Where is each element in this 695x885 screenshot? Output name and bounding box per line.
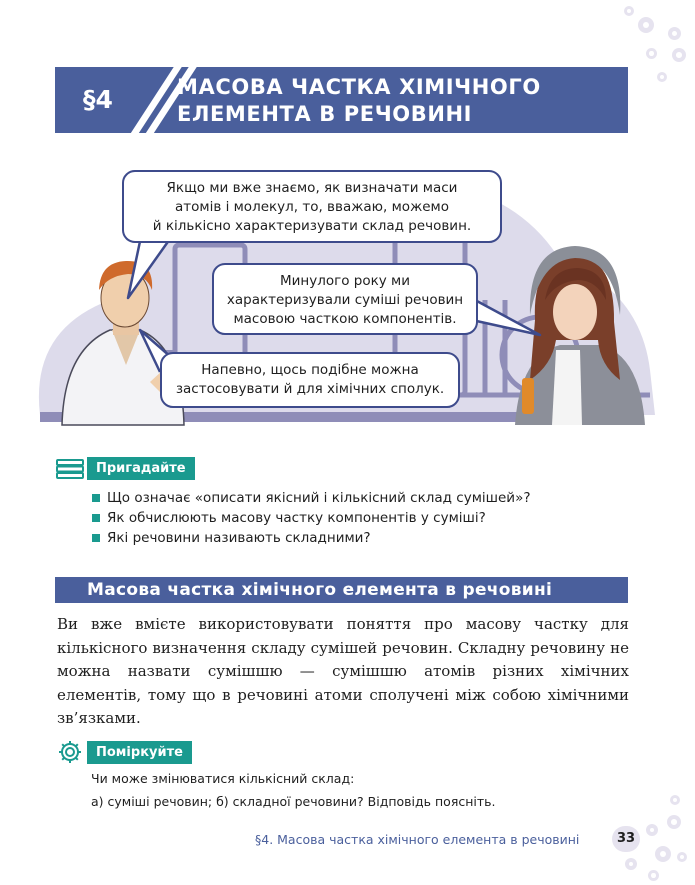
dialogue-illustration [0,150,695,440]
body-paragraph: Ви вже вмієте використовувати поняття про масову частку для кількісного визначення складу сумішей речовин. Складну речовину не можна назвати сумішшю — сумішшю атомів різних хімічних елементів, тому що в речовині атоми сполучені між собою хімічними зв’язками. [57,615,629,727]
bubble-line: й кількісно характеризувати склад речовин. [152,218,472,234]
page-title-line: ЕЛЕМЕНТА В РЕЧОВИНІ [177,102,473,126]
page-title-line: МАСОВА ЧАСТКА ХІМІЧНОГО [177,75,541,99]
decor-dot [657,72,667,82]
decor-dot [646,48,657,59]
speech-bubble-1 [122,170,502,243]
bubble-line: характеризували суміші речовин [226,292,464,308]
decor-dot [646,824,658,836]
decor-dot [655,846,671,862]
remember-label: Пригадайте [87,457,195,480]
page-number: 33 [612,826,640,852]
bubble-line: Минулого року ми [280,273,410,289]
paragraph-banner [55,67,628,133]
books-icon [56,459,84,479]
running-footer: §4. Масова частка хімічного елемента в речовині [255,832,580,847]
think-label: Поміркуйте [87,741,192,764]
decor-dot [668,27,681,40]
think-question: Чи може змінюватися кількісний склад: [91,771,355,786]
decor-dot [625,858,637,870]
paragraph-number: §4 [83,85,113,114]
speech-bubble-3 [160,352,460,408]
list-item: Які речовини називають складними? [92,528,531,548]
page-title [177,74,541,128]
decor-dot [672,48,686,62]
speech-bubble-2 [212,263,478,335]
decor-dot [638,17,654,33]
decor-dot [624,6,634,16]
list-item: Що означає «описати якісний і кількісний склад сумішей»? [92,488,531,508]
section-heading: Масова частка хімічного елемента в речовині [55,577,628,603]
bubble-line: Напевно, щось подібне можна [201,362,419,378]
bubble-line: Якщо ми вже знаємо, як визначати маси [166,180,458,196]
bubble-line: застосовувати й для хімічних сполук. [175,381,445,397]
remember-list [92,488,531,548]
decor-dot [677,852,687,862]
decor-dot [670,795,680,805]
bubble-line: масовою часткою компонентів. [233,311,457,327]
decor-dot [648,870,659,881]
decor-dot [667,815,681,829]
list-item: Як обчислюють масову частку компонентів у суміші? [92,508,531,528]
think-answer-line: а) суміші речовин; б) складної речовини? Відповідь поясніть. [91,794,496,809]
bubble-line: атомів і молекул, то, вважаю, можемо [175,199,449,215]
gear-icon [58,740,82,764]
